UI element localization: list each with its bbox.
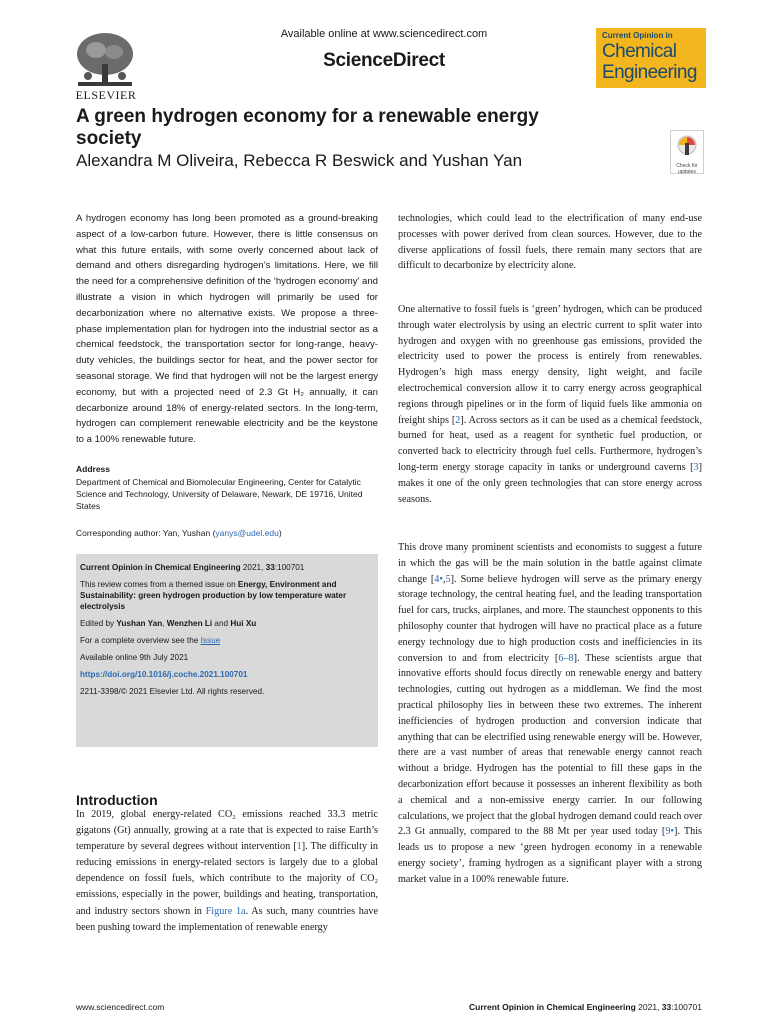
intro-text-2: ]. The difficulty in reducing emissions in energy-related sectors is largely due to a global dependence on fossil fuels, which contribute to the majority of CO₂ emissions, especially in the power, buildings and heating, transportation, and industry sectors shown in xyxy=(76,841,378,917)
article-authors: Alexandra M Oliveira, Rebecca R Beswick and Yushan Yan xyxy=(76,151,523,170)
copyright: 2211-3398/© 2021 Elsevier Ltd. All rights reserved. xyxy=(80,687,265,696)
overview-prefix: For a complete overview see the xyxy=(80,636,199,645)
overview-line xyxy=(80,635,374,646)
p3-text-2: ]. Some believe hydrogen will serve as the primary energy storage technology, the central heating fuel, and the leading transportation fuel for cars, trucks, airplanes, and more. The staunchest opponents to this philosophy counter that hydrogen will have no practical place as a future energy technology due to high production costs and inefficiencies in its conversion to and from electricity [ xyxy=(398,573,702,664)
ref-link-3[interactable]: 3 xyxy=(693,461,699,473)
doi-link[interactable]: https://doi.org/10.1016/j.coche.2021.100701 xyxy=(80,670,248,679)
body-paragraph-2 xyxy=(398,302,702,507)
footer-article-no: :100701 xyxy=(671,1002,702,1012)
article-info-box xyxy=(76,554,378,747)
article-title: A green hydrogen economy for a renewable energy society xyxy=(76,106,539,149)
citation-journal: Current Opinion in Chemical Engineering xyxy=(80,563,241,572)
p2-text-1: One alternative to fossil fuels is ‘green’ hydrogen, which can be produced through water electrolysis by using an electric current to split water into hydrogen and oxygen with no greenhouse gas emissions, provided the electricity used to power the process is entirely from renewables. Hydrogen’s high mass energy density, light weight, and facile electrochemical conversion allow it to carry energy across geographical regions through pipelines or in the form of liquid fuels like ammonia on freight ships [ xyxy=(398,304,702,426)
editor-1: Yushan Yan xyxy=(116,619,163,628)
theme-prefix: This review comes from a themed issue on xyxy=(80,580,236,589)
ref-link-6-8[interactable]: 6–8 xyxy=(558,652,574,664)
publisher-name: ELSEVIER xyxy=(75,88,137,102)
citation-volume: 33 xyxy=(265,563,275,572)
intro-text-3: . As such, many countries have been pushing toward the implementation of renewable energy xyxy=(76,905,379,933)
intro-text-1: In 2019, global energy-related CO₂ emissions reached 33.3 metric gigatons (Gt) annually, growing at a rate that is expected to raise Earth’s temperature by several degrees without intervention [ xyxy=(76,809,378,853)
abstract: A hydrogen economy has long been promoted as a ground-breaking aspect of a low-carbon future. However, there is little consensus on what this future entails, with some overly concerned about lack of demand and others disregarding hydrogen’s limitations. Here, we fill the need for a comprehensive definition of the ‘hydrogen economy’ and illustrate a vision in which hydrogen will primarily be used for decarbonization where no alternative exists. We propose a three-phase implementation plan for hydrogen into the industrial sector as a chemical feedstock, the transportation sector for long-range, heavy-duty vehicles, the buildings sector for heat, and the power sector for seasonal storage. We find that hydrogen will not be the largest energy economy, but with a projected need of 2.3 Gt H₂ annually, it can decarbonize around 18% of energy-related sectors. In the long-term, hydrogen can complement renewable electricity and be the keystone to a 100% renewable future. xyxy=(76,213,378,446)
address: Department of Chemical and Biomolecular Engineering, Center for Catalytic Science and Technology, University of Delaware, Newark, DE 19716, United States xyxy=(76,477,363,511)
journal-prefix: Current Opinion in xyxy=(602,31,673,40)
footer-year: 2021, xyxy=(638,1002,660,1012)
journal-line1: Chemical xyxy=(602,41,677,62)
crossmark-icon xyxy=(677,144,697,161)
p3-text-3: ]. These scientists argue that innovative efforts should focus directly on renewable energy and battery technologies, cutting out hydrogen as a middleman. We find the most practical philosophy lies in between these two extremes. The inherent inefficiencies of hydrogen production and conversion indicate that anything that can be electrified using renewable energy will be. However, there are a vast number of areas that renewable energy cannot reach without a bridge. Hydrogen has the potential to fill these gaps in the decarbonization effort because it possesses an inherent flexibility as both a chemical and a non-emissive energy carrier. In our following calculations, we project that the global hydrogen demand could reach over 2.3 Gt annually, compared to the 88 Mt per year used today [ xyxy=(398,652,702,838)
footer-journal: Current Opinion in Chemical Engineering xyxy=(469,1002,636,1012)
editor-2: Wenzhen Li xyxy=(166,619,213,628)
body-paragraph-3: This drove many prominent scientists and economists to suggest a future in which the gas will be the main solution in the battle against climate change [4•,5]. Some believe hydrogen will serve as the primary energy storage technology, the central heating fuel, and the leading transportation fuel for cars, trucks, airplanes, and more. The staunchest opponents to this philosophy counter that hydrogen will have no practical place as a future energy technology due to high production costs and inefficiencies in its conversion to and from electricity [6–8]. These scientists argue that innovative efforts should focus directly on renewable energy and battery technologies, cutting out hydrogen as a middleman. We find the most practical philosophy lies in between these two extremes. The inherent inefficiencies of hydrogen production and conversion indicate that anything that can be electrified using renewable energy will be. However, there are a vast number of areas that renewable energy cannot reach without a bridge. Hydrogen has the potential to fill these gaps in the decarbonization effort because it possesses an inherent flexibility as both a chemical and a non-emissive energy carrier. In our following calculations, we project that the global hydrogen demand could reach over 2.3 Gt annually, compared to the 88 Mt per year used today [9•]. This leads us to propose a new ‘green hydrogen economy in a renewable energy society’, framing hydrogen as a significant player with a strong market value in a 100% renewable future. xyxy=(398,542,702,885)
address-heading: Address xyxy=(76,464,111,474)
check-for-updates-label: Check for updates xyxy=(676,163,698,175)
ref-link-5[interactable]: 5 xyxy=(445,573,451,585)
citation-line xyxy=(80,562,374,573)
check-for-updates-button[interactable] xyxy=(670,130,704,174)
introduction-paragraph xyxy=(76,807,378,936)
p2-text-2: ]. Across sectors as it can be used as a chemical feedstock, burned for heat, used as a reagent for synthetic fuel production, or converted back to electricity through fuel cells. Furthermore, hydrogen’s long-term energy storage capacity in tanks or underground caverns [ xyxy=(398,414,703,473)
issue-link[interactable]: Issue xyxy=(200,636,221,645)
corresponding-suffix: ) xyxy=(278,528,282,538)
ref-link-1[interactable]: 1 xyxy=(296,841,302,853)
footer-site-link[interactable]: www.sciencedirect.com xyxy=(76,1002,165,1012)
ref-link-4[interactable]: 4• xyxy=(434,573,443,585)
editors-line: Edited by Yushan Yan, Wenzhen Li and Hui Xu xyxy=(80,619,257,628)
available-online-date: Available online 9th July 2021 xyxy=(80,653,189,662)
p3-text-1: This drove many prominent scientists and economists to suggest a future in which the gas will be the main solution in the battle against climate change [ xyxy=(398,542,702,585)
ref-link-2[interactable]: 2 xyxy=(455,414,461,426)
theme-line xyxy=(80,579,374,612)
introduction-heading: Introduction xyxy=(76,792,158,808)
corresponding-email-link[interactable]: yanys@udel.edu xyxy=(215,528,279,538)
edited-by-label: Edited by xyxy=(80,619,115,628)
footer-citation xyxy=(398,1002,702,1012)
sciencedirect-logo[interactable]: ScienceDirect xyxy=(323,50,445,71)
ref-link-9[interactable]: 9• xyxy=(665,826,674,838)
journal-logo xyxy=(596,28,706,88)
citation-year: 2021, xyxy=(242,563,264,572)
p3-text-4: ]. This leads us to propose a new ‘green hydrogen economy in a renewable energy society’, framing hydrogen as a significant player with a strong market value in a 100% renewable future. xyxy=(398,826,702,885)
available-online-note[interactable]: Available online at www.sciencedirect.com xyxy=(280,28,488,40)
citation-article-no: :100701 xyxy=(274,563,305,572)
body-paragraph-1: technologies, which could lead to the electrification of many end-use processes with power derived from clean sources. However, due to the diverse applications of fossil fuels, there remain many sectors that are difficult to decarbonize by electricity alone. xyxy=(398,213,702,272)
p2-text-3: ] makes it one of the only green technologies that can store energy across seasons. xyxy=(398,461,702,505)
figure-1a-link[interactable]: Figure 1a xyxy=(205,905,246,917)
footer-volume: 33 xyxy=(661,1002,672,1012)
theme-title: Energy, Environment and Sustainability: green hydrogen production by low temperature water electrolysis xyxy=(80,580,347,611)
corresponding-prefix: Corresponding author: Yan, Yushan ( xyxy=(76,528,216,538)
corresponding-author xyxy=(76,528,378,538)
journal-line2: Engineering xyxy=(602,62,697,83)
editor-3: Hui Xu xyxy=(230,619,257,628)
